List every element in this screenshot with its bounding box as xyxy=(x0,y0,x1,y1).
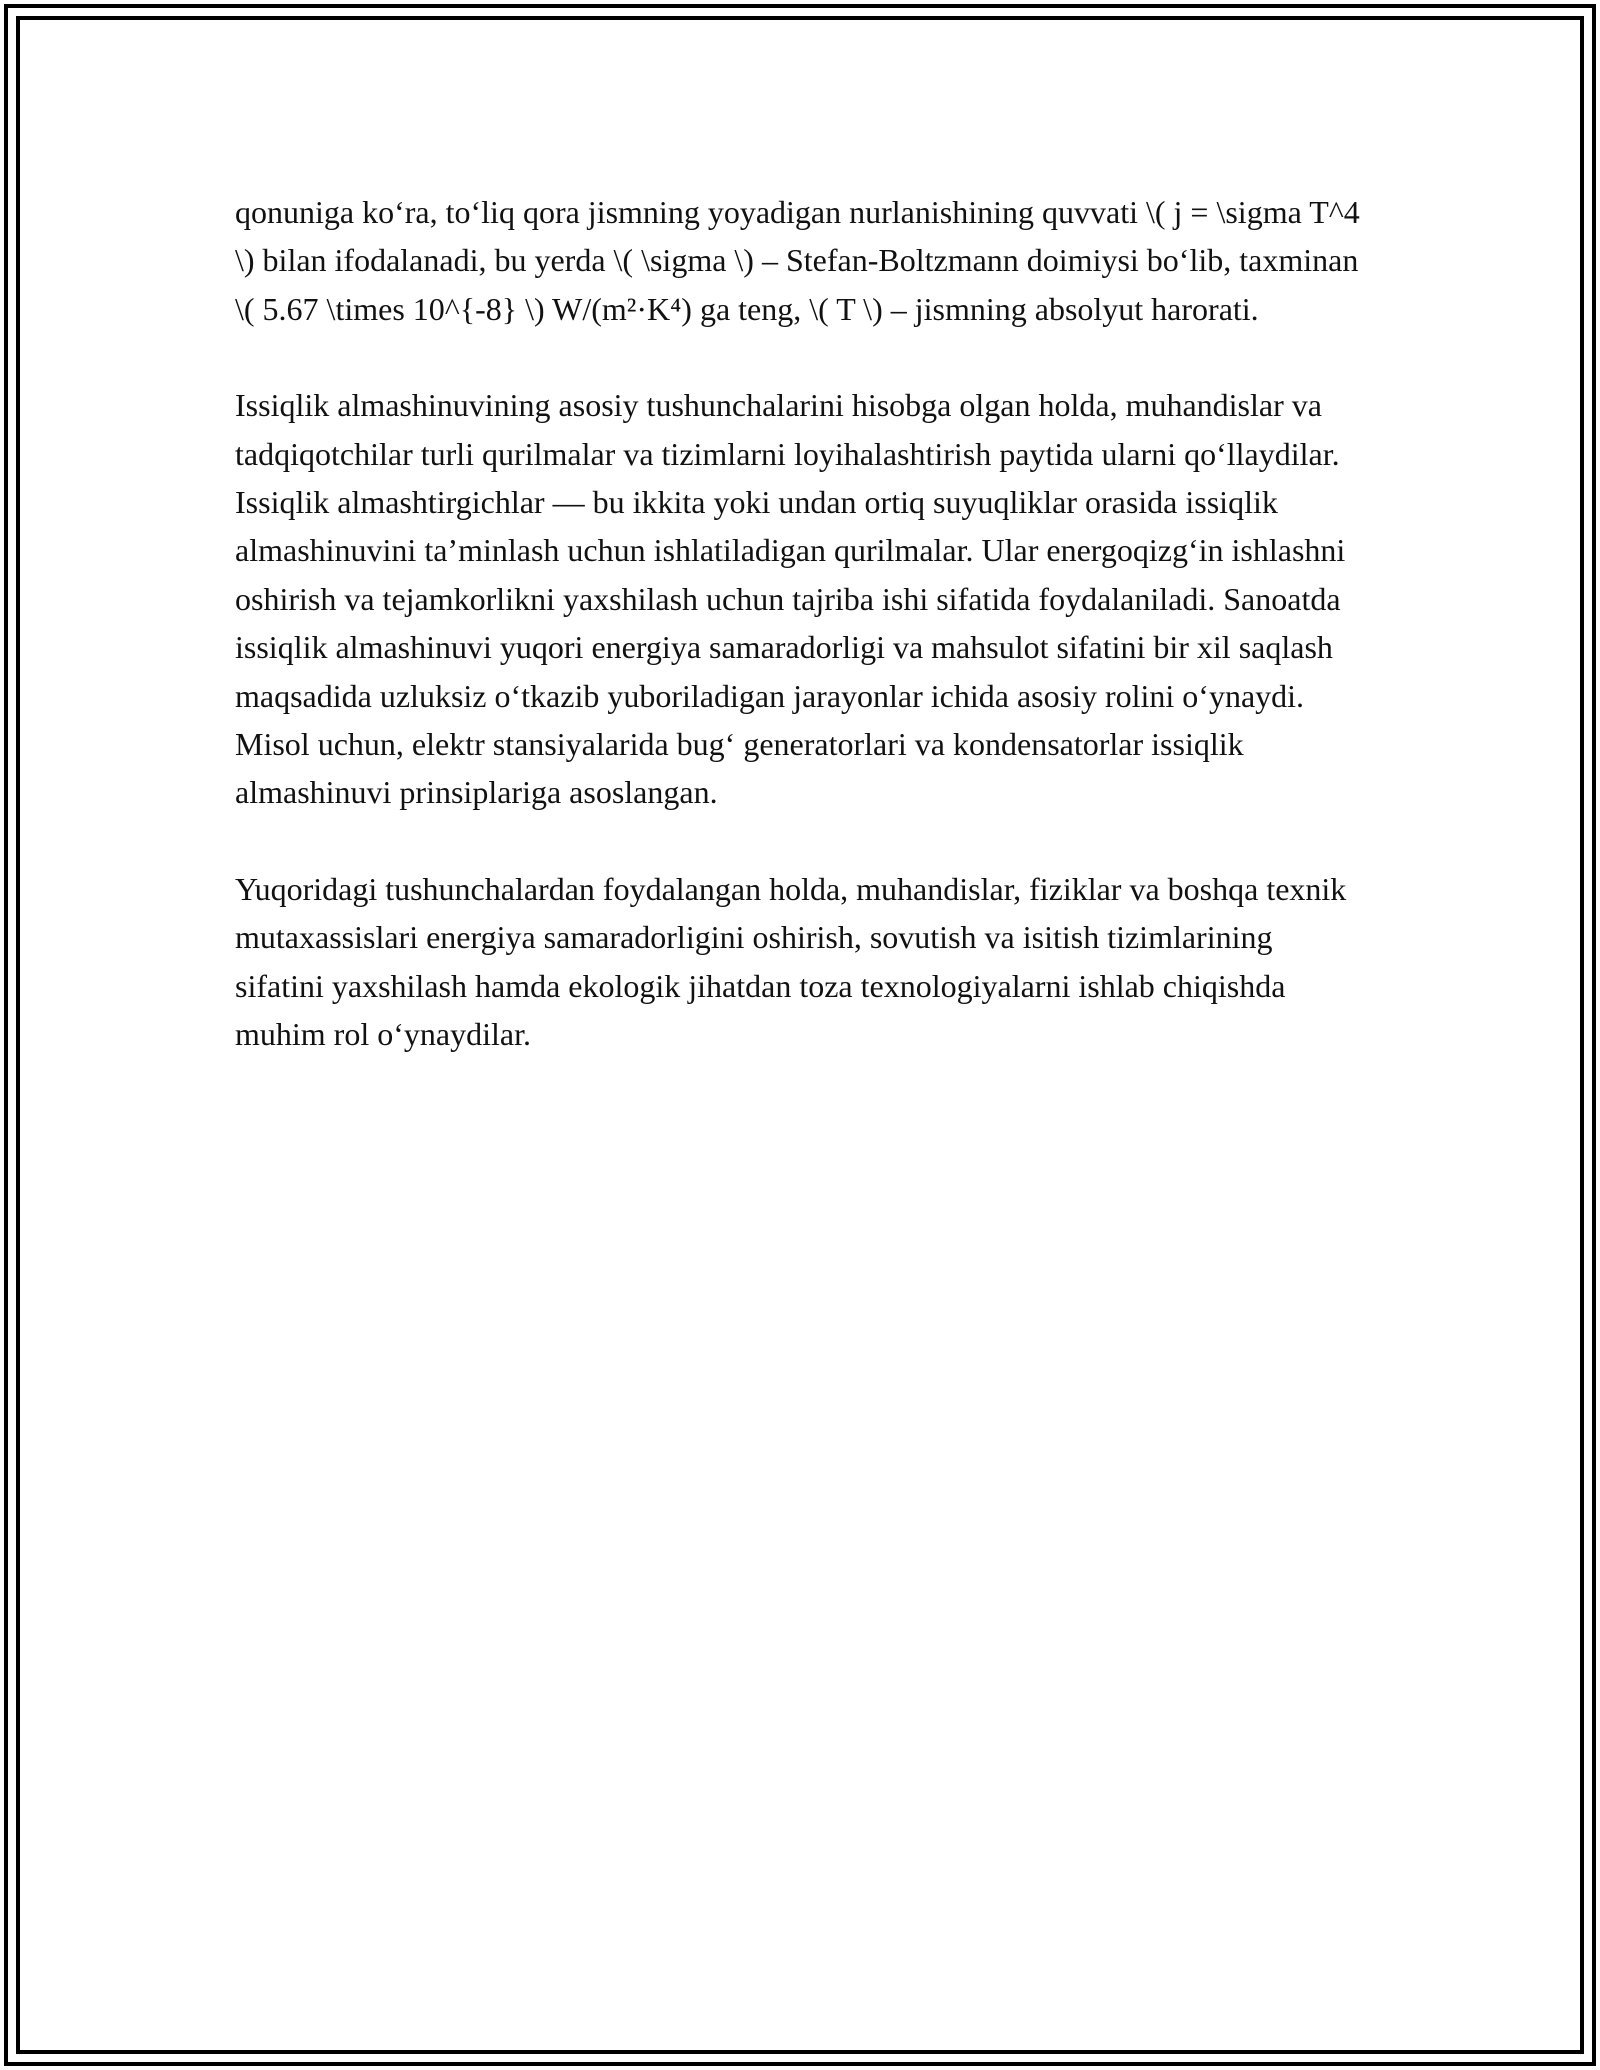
paragraph-stefan-boltzmann: qonuniga ko‘ra, to‘liq qora jismning yoyadigan nurlanishining quvvati \( j = \sigma T^4 \) bilan ifodalanadi, bu yerda \( \sigma \) – Stefan-Boltzmann doimiysi bo‘lib, taxminan \( 5.67 \times 10^{-8} \) W/(m²·K⁴) ga teng, \( T \) – jismning absolyut harorati. xyxy=(235,194,1360,327)
paragraph-conclusion: Yuqoridagi tushunchalardan foydalangan holda, muhandislar, fiziklar va boshqa texnik mutaxassislari energiya samaradorligini oshirish, sovutish va isitish tizimlarining sifatini yaxshilash hamda ekologik jihatdan toza texnologiyalarni ishlab chiqishda muhim rol o‘ynaydilar. xyxy=(235,870,1347,1053)
paragraph-heat-exchangers: Issiqlik almashinuvining asosiy tushunchalarini hisobga olgan holda, muhandislar va tadqiqotchilar turli qurilmalar va tizimlarni loyihalashtirish paytida ularni qo‘llaydilar. Issiqlik almashtirgichlar — bu ikkita yoki undan ortiq suyuqliklar orasida issiqlik almashinuvini ta’minlash uchun ishlatiladigan qurilmalar. Ular energoqizg‘in ishlashni oshirish va tejamkorlikni yaxshilash uchun tajriba ishi sifatida foydalaniladi. Sanoatda issiqlik almashinuvi yuqori energiya samaradorligi va mahsulot sifatini bir xil saqlash maqsadida uzluksiz o‘tkazib yuboriladigan jarayonlar ichida asosiy rolini o‘ynaydi. Misol uchun, elektr stansiyalarida bug‘ generatorlari va kondensatorlar issiqlik almashinuvi prinsiplariga asoslangan. xyxy=(235,387,1346,811)
document-body xyxy=(235,188,1365,1059)
